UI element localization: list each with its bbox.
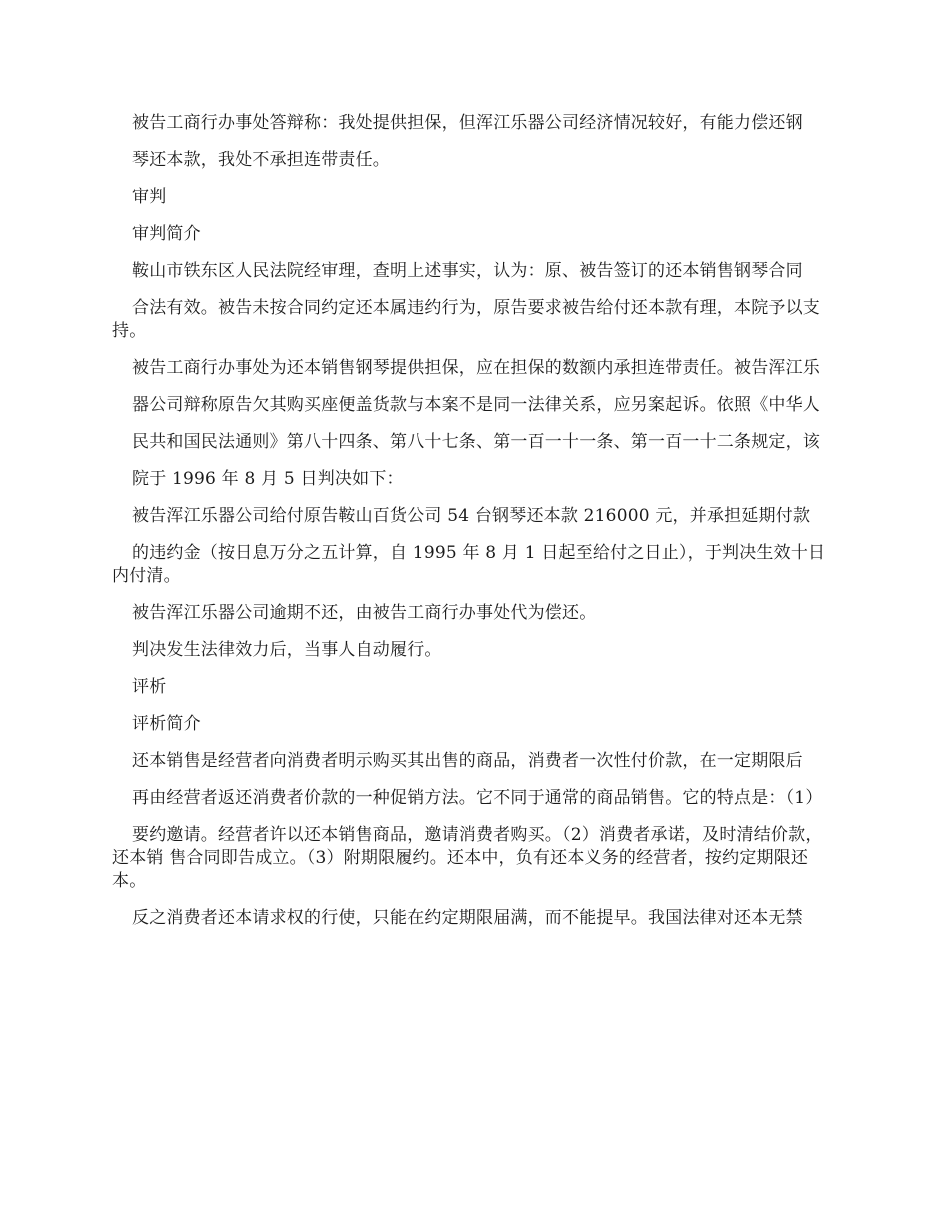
document-body [112, 112, 832, 944]
paragraph-voluntary-performance: 判决发生法律效力后，当事人自动履行。 [132, 640, 442, 660]
paragraph-court-finding-1: 鞍山市铁东区人民法院经审理，查明上述事实，认为：原、被告签订的还本销售钢琴合同 [132, 261, 803, 281]
paragraph-offer-acceptance: 要约邀请。经营者许以还本销售商品，邀请消费者购买。（2）消费者承诺，及时清结价款，还本销 售合同即告成立。（3）附期限履约。还本中，负有还本义务的经营者，按约定期限还本。 [112, 825, 823, 891]
paragraph-overdue-guarantor: 被告浑江乐器公司逾期不还，由被告工商行办事处代为偿还。 [132, 603, 597, 623]
paragraph-defendant-bank-reply-2: 琴还本款，我处不承担连带责任。 [132, 150, 390, 170]
heading-analysis: 评析 [132, 677, 167, 697]
paragraph-defendant-bank-reply-1: 被告工商行办事处答辩称：我处提供担保，但浑江乐器公司经济情况较好，有能力偿还钢 [132, 113, 803, 133]
paragraph-guarantee-liability: 被告工商行办事处为还本销售钢琴提供担保，应在担保的数额内承担连带责任。被告浑江乐 [132, 358, 820, 378]
paragraph-defense-claim: 器公司辩称原告欠其购买座便盖货款与本案不是同一法律关系，应另案起诉。依照《中华人 [132, 395, 820, 415]
paragraph-legal-basis: 民共和国民法通则》第八十四条、第八十七条、第一百一十一条、第一百一十二条规定，该 [132, 432, 820, 452]
paragraph-repayment-sale-definition: 还本销售是经营者向消费者明示购买其出售的商品，消费者一次性付价款，在一定期限后 [132, 751, 803, 771]
heading-analysis-summary: 评析简介 [132, 714, 201, 734]
paragraph-repayment-claim: 反之消费者还本请求权的行使，只能在约定期限届满，而不能提早。我国法律对还本无禁 [132, 908, 803, 928]
heading-trial: 审判 [132, 187, 167, 207]
paragraph-judgment-payment: 被告浑江乐器公司给付原告鞍山百货公司 54 台钢琴还本款 216000 元，并承担延期付款 [132, 506, 811, 526]
paragraph-penalty-terms: 的违约金（按日息万分之五计算，自 1995 年 8 月 1 日起至给付之日止），于判决生效十日内付清。 [112, 543, 826, 586]
paragraph-repayment-sale-features: 再由经营者返还消费者价款的一种促销方法。它不同于通常的商品销售。它的特点是：（1） [132, 788, 823, 808]
paragraph-court-finding-2: 合法有效。被告未按合同约定还本属违约行为，原告要求被告给付还本款有理，本院予以支持。 [112, 298, 820, 341]
heading-trial-summary: 审判简介 [132, 224, 201, 244]
paragraph-judgment-date: 院于 1996 年 8 月 5 日判决如下： [132, 469, 404, 489]
